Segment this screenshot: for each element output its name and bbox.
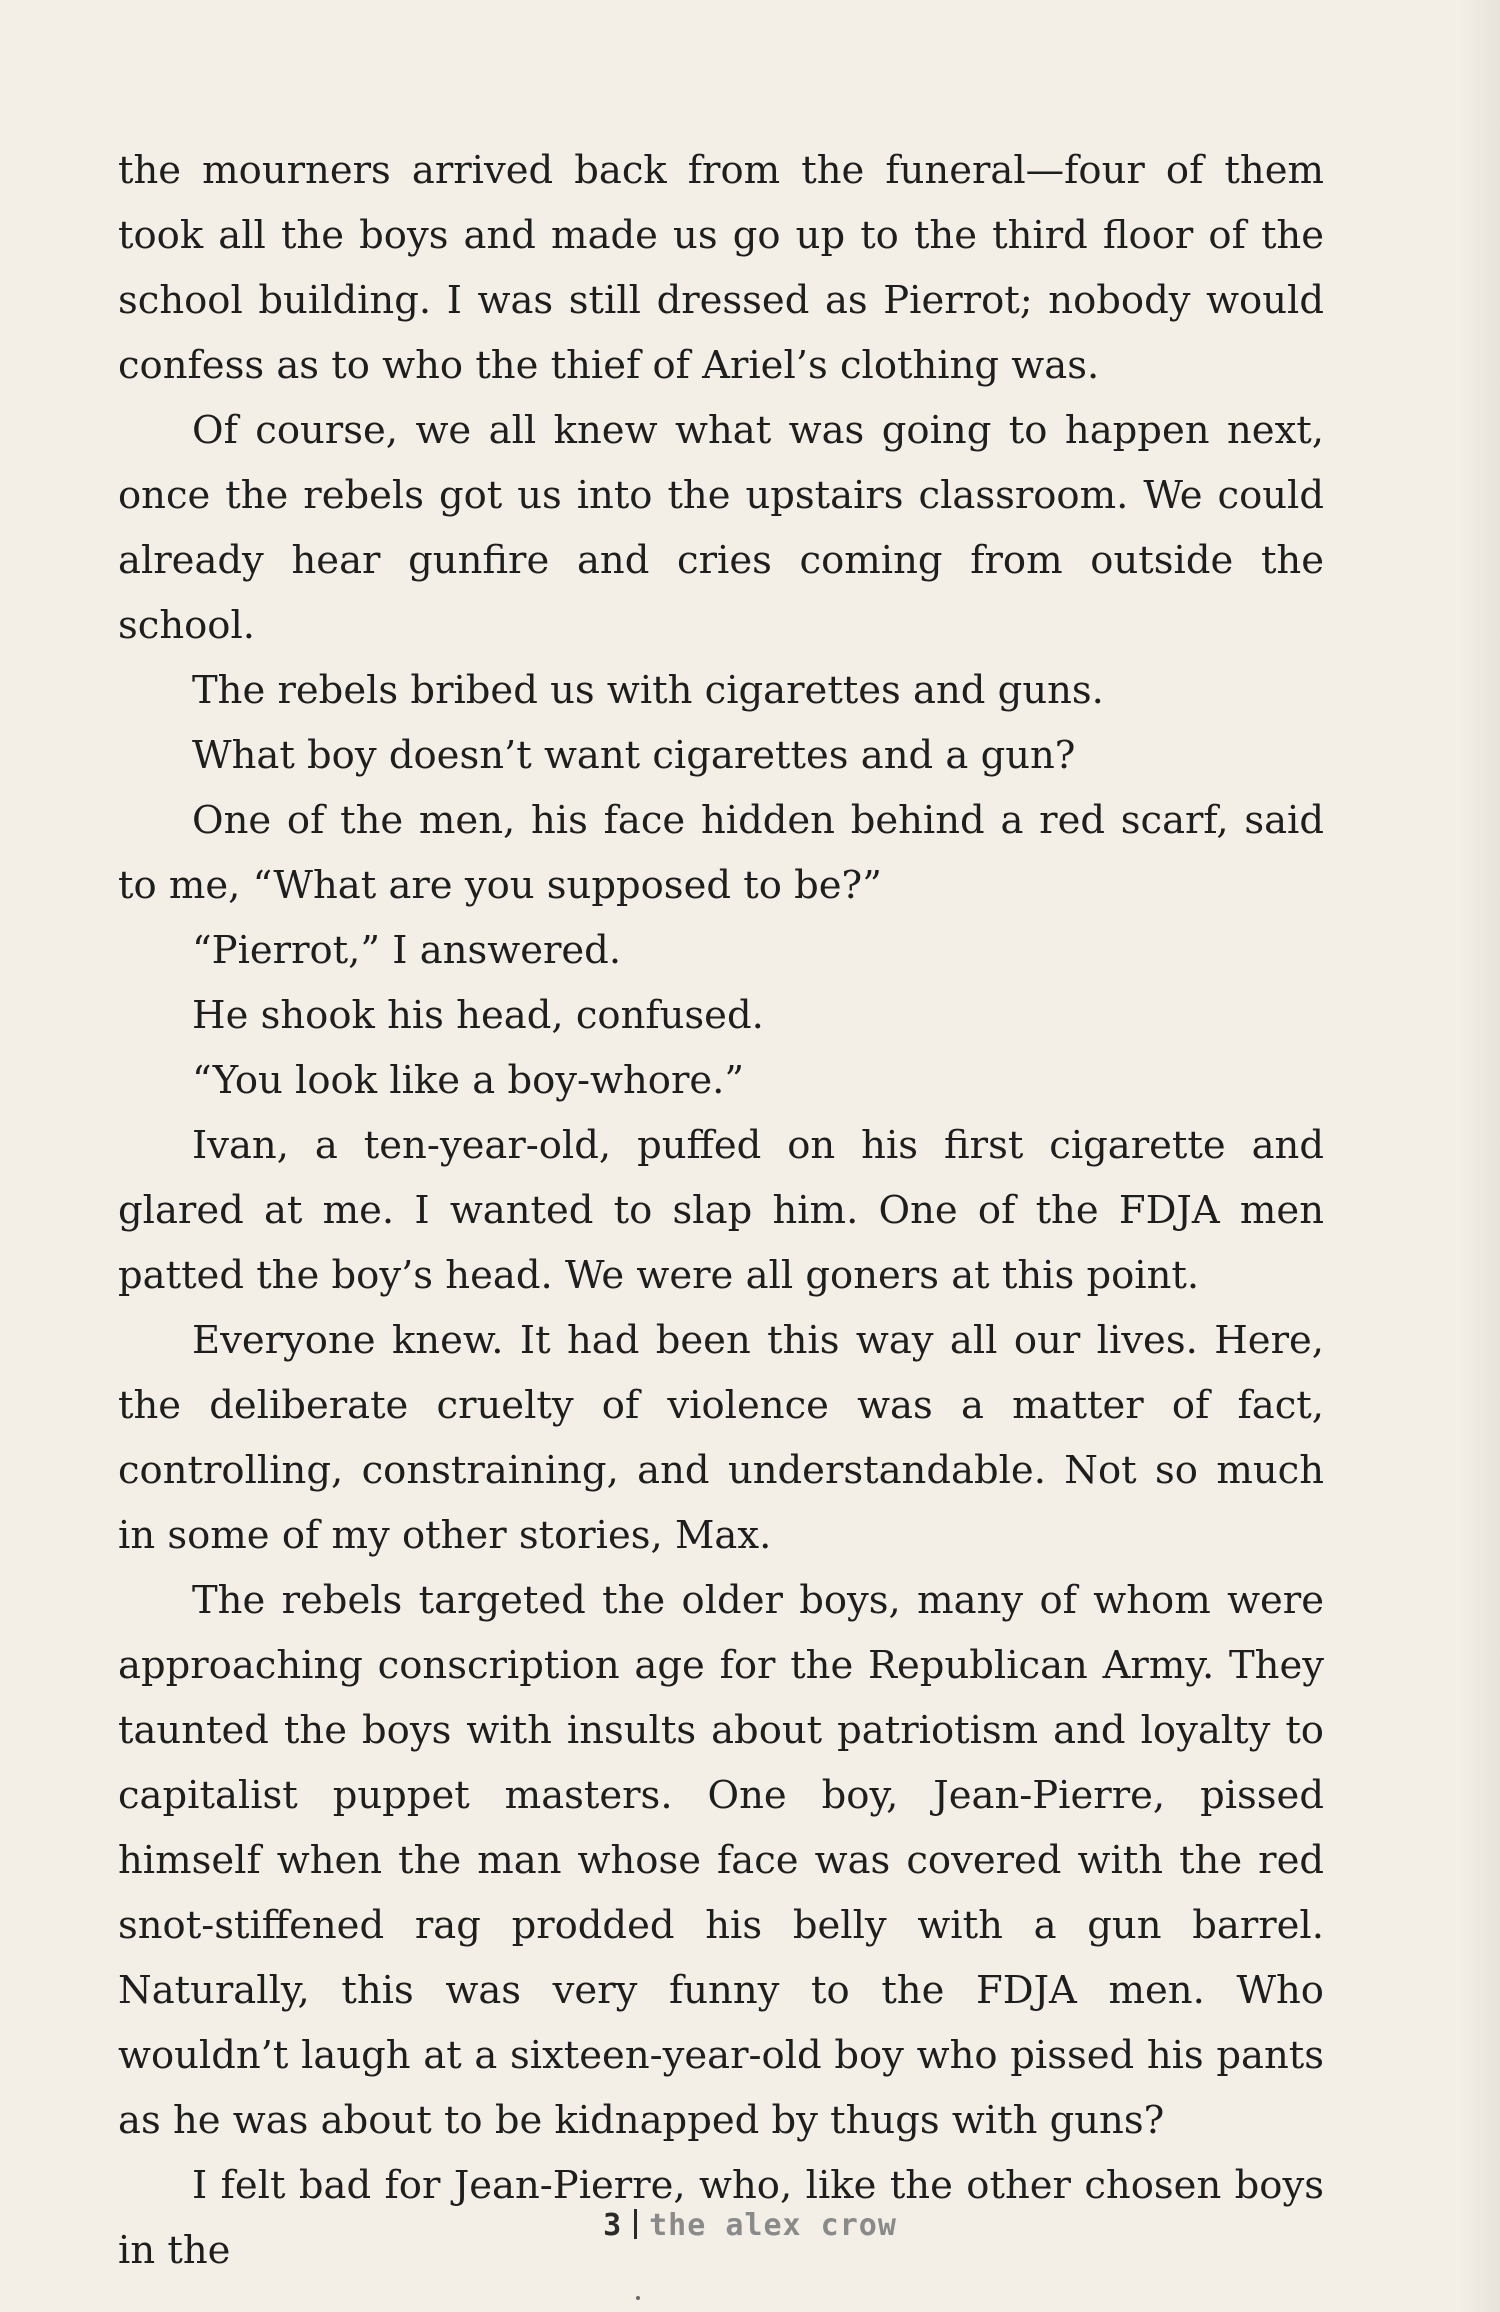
page-number: 3 [603,2208,623,2243]
paragraph: One of the men, his face hidden behind a red scarf, said to me, “What are you supposed to be?” [118,798,1324,908]
paragraph: Everyone knew. It had been this way all our lives. Here, the deliberate cruelty of violence was a matter of fact, controlling, constraining, and understandable. Not so much in some of my other stories, Max. [118,1318,1324,1558]
paragraph: Of course, we all knew what was going to happen next, once the rebels got us into the upstairs classroom. We could already hear gunfire and cries coming from outside the school. [118,408,1324,648]
paragraph: “Pierrot,” I answered. [192,928,622,973]
paragraph: I felt bad for Jean-Pierre, who, like the other chosen boys in the [118,2163,1324,2273]
body-text [118,138,1324,2283]
paragraph: The rebels bribed us with cigarettes and guns. [192,668,1104,713]
page-edge-shadow [1460,0,1500,2312]
page-footer [0,2208,1500,2243]
paragraph: The rebels targeted the older boys, many of whom were approaching conscription age for the Republican Army. They taunted the boys with insults about patriotism and loyalty to capitalist puppet masters. One boy, Jean-Pierre, pissed himself when the man whose face was covered with the red snot-stiffened rag prodded his belly with a gun barrel. Naturally, this was very funny to the FDJA men. Who wouldn’t laugh at a sixteen-year-old boy who pissed his pants as he was about to be kidnapped by thugs with guns? [118,1578,1324,2143]
paragraph: What boy doesn’t want cigarettes and a gun? [192,733,1076,778]
paragraph: Ivan, a ten-year-old, puffed on his first cigarette and glared at me. I wanted to slap him. One of the FDJA men patted the boy’s head. We were all goners at this point. [118,1123,1324,1298]
running-title: the alex crow [649,2208,897,2243]
paragraph: the mourners arrived back from the funeral—four of them took all the boys and made us go up to the third floor of the school building. I was still dressed as Pierrot; nobody would confess as to who the thief of Ariel’s clothing was. [118,148,1324,388]
footer-divider [634,2209,637,2239]
paragraph: He shook his head, confused. [192,993,764,1038]
paper-speck [636,2296,640,2300]
paragraph: “You look like a boy-whore.” [192,1058,745,1103]
